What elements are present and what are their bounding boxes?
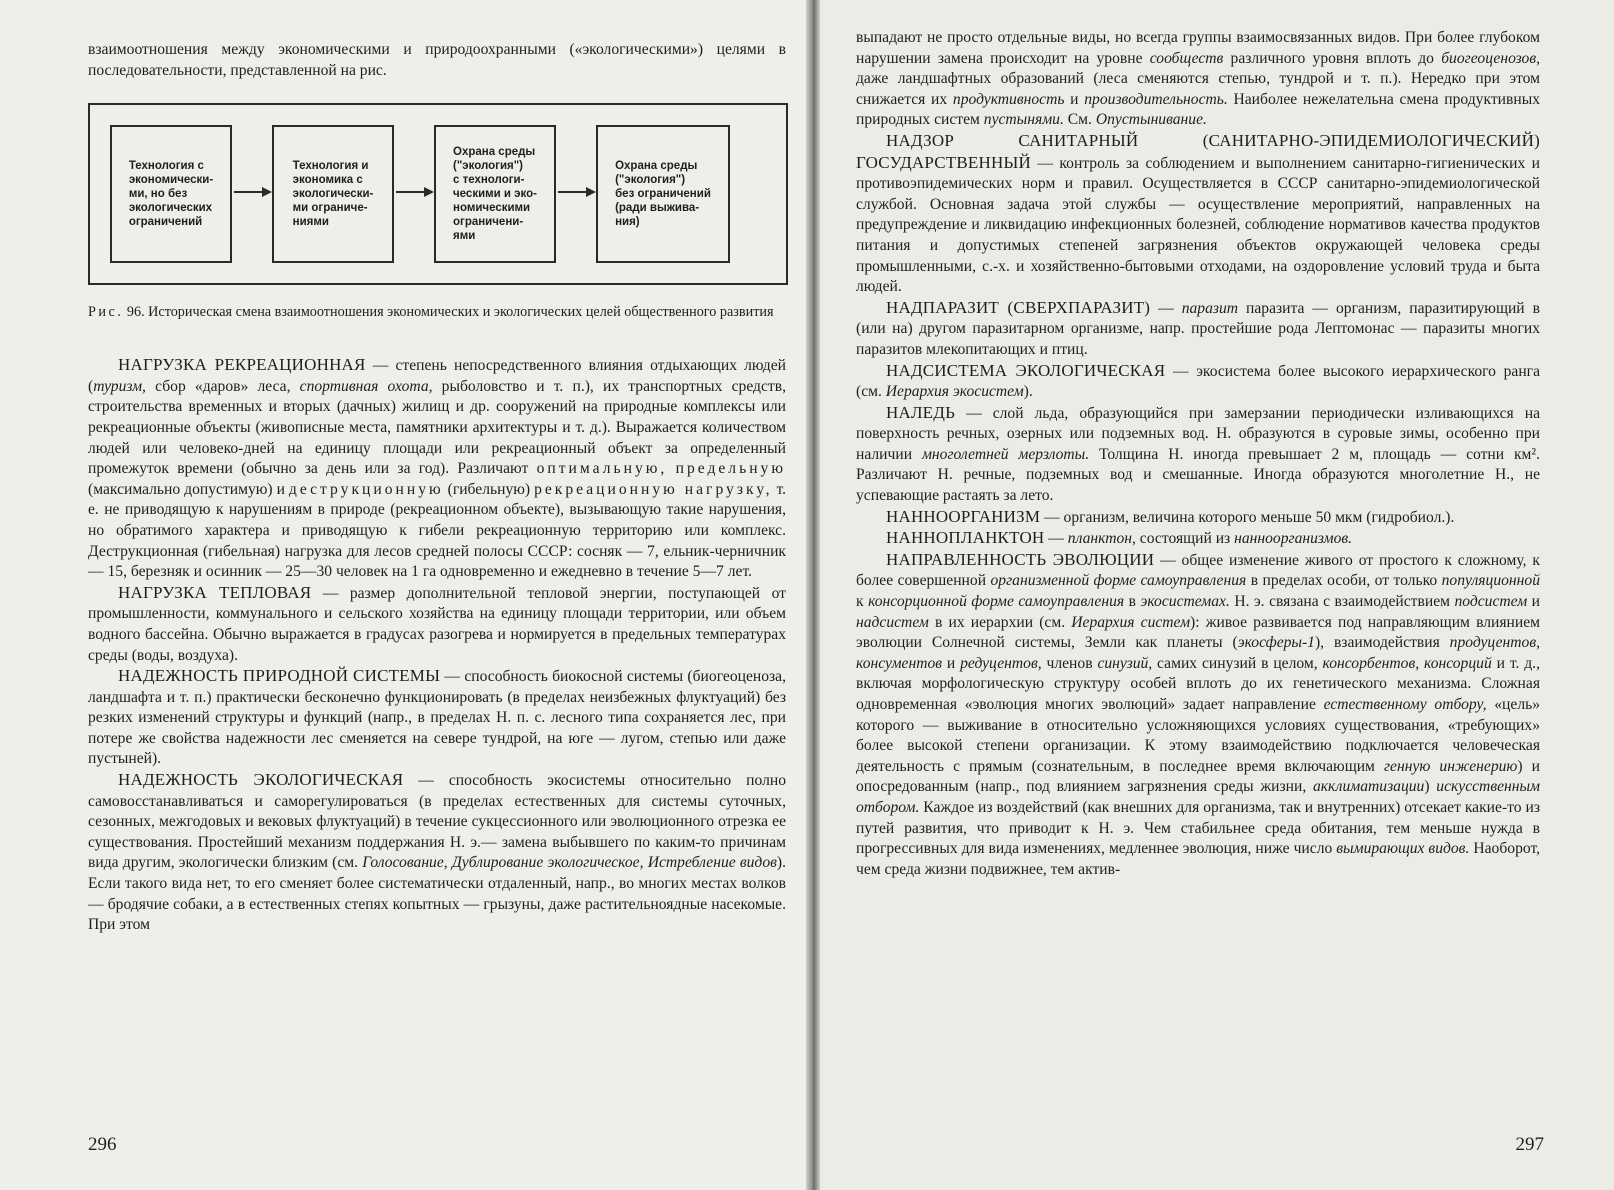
page-number-right: 297 bbox=[1515, 1134, 1544, 1155]
entry-ecological-supersystem: НАДСИСТЕМА ЭКОЛОГИЧЕСКАЯ — экосистема более высокого иерархического ранга (см. Иерархия экосистем). bbox=[856, 360, 1540, 401]
figure-caption bbox=[88, 303, 786, 321]
entry-hyperparasite: НАДПАРАЗИТ (СВЕРХПАРАЗИТ) — паразит паразита — организм, паразитирующий в (или на) другом паразитарном организме, напр. простейшие рода Лептомонас — паразиты многих паразитов млекопитающих и птиц. bbox=[856, 297, 1540, 358]
diagram-box-3: Охрана среды ("экология") с технологи- ческими и эко- номическими ограничени- ями bbox=[434, 125, 556, 263]
arrow-right-icon bbox=[234, 185, 272, 199]
entry-naled: НАЛЕДЬ — слой льда, образующийся при замерзании периодически изливающихся на поверхность речных, озерных или подземных вод. Н. образуются в суровые зимы, особенно при наличии многолетней мерзлоты. Толщина Н. иногда превышает 2 м, площадь — сотни км². Различают Н. речные, подземных вод и смешанные. Иногда образуются многолетние Н., не успевающие растаять за лето. bbox=[856, 402, 1540, 505]
arrow-right-icon bbox=[396, 185, 434, 199]
figure-96-diagram bbox=[88, 103, 788, 285]
entry-term: НАГРУЗКА РЕКРЕАЦИОННАЯ bbox=[118, 355, 366, 375]
caption-label: Рис. bbox=[88, 304, 124, 321]
entry-term: НАННООРГАНИЗМ bbox=[886, 506, 1041, 526]
left-page bbox=[0, 0, 806, 1190]
entry-sanitary-supervision: НАДЗОР САНИТАРНЫЙ (САНИТАРНО-ЭПИДЕМИОЛОГИЧЕСКИЙ) ГОСУДАРСТВЕННЫЙ — контроль за соблюдением и выполнением санитарно-гигиенических и противоэпидемических норм и правил. Осуществляется в СССР санитарно-эпидемиологической службой. Основная задача этой службы — осуществление мероприятий, направленных на предупреждение и ликвидацию инфекционных болезней, соблюдение нормативов качества продуктов питания и допустимых степеней загрязнения объектов окружающей человека среды промышленными, с.-х. и хозяйственно-бытовыми отходами, на оздоровление условий труда и быта людей. bbox=[856, 130, 1540, 296]
entry-term: НАПРАВЛЕННОСТЬ ЭВОЛЮЦИИ bbox=[886, 549, 1155, 569]
right-page bbox=[806, 0, 1614, 1190]
diagram-box-1: Технология с экономически- ми, но без экологических ограничений bbox=[110, 125, 232, 263]
entry-term: НАДЗОР САНИТАРНЫЙ (САНИТАРНО-ЭПИДЕМИОЛОГИЧЕСКИЙ) ГОСУДАРСТВЕННЫЙ bbox=[856, 130, 1540, 172]
intro-text: взаимоотношения между экономическими и природоохранными («экологическими») целями в последовательности, представленной на рис. bbox=[88, 41, 786, 79]
entry-term: НАДСИСТЕМА ЭКОЛОГИЧЕСКАЯ bbox=[886, 360, 1166, 380]
entry-thermal-load: НАГРУЗКА ТЕПЛОВАЯ — размер дополнительной тепловой энергии, поступающей от промышленности, коммунального и сельского хозяйства на единицу площади территории, или объем водного бассейна. Обычно выражается в градусах разогрева и нормируется в предельных температурах среды (воды, воздуха). bbox=[88, 582, 786, 664]
entry-recreation-load: НАГРУЗКА РЕКРЕАЦИОННАЯ — степень непосредственного влияния отдыхающих людей (туризм, сбор «даров» леса, спортивная охота, рыболовство и т. п.), их транспортных средств, строительства временных и вторых (дачных) жилищ и др. сооружений на природные комплексы или рекреационные объекты (живописные места, памятники архитектуры и т. д.). Выражается количеством людей или человеко-дней на единицу площади или рекреационный объект за определенный промежуток времени (обычно за день или за год). Различают оптимальную, предельную (максимально допустимую) и деструкционную (гибельную) рекреационную нагрузку, т. е. не приводящую к нарушениям в природе (рекреационном объекте), вызывающую такие нарушения, но обратимого характера и приводящую к гибели рекреационную территорию или комплекс. Деструкционная (гибельная) нагрузка для лесов средней полосы СССР: сосняк — 7, ельник-черничник — 15, березняк и осинник — 25—30 человек на 1 га одновременно и ежедневно в течение 5—7 лет. bbox=[88, 355, 786, 581]
entry-term: НАННОПЛАНКТОН bbox=[886, 528, 1045, 548]
arrow-right-icon bbox=[558, 185, 596, 199]
entry-evolution-direction: НАПРАВЛЕННОСТЬ ЭВОЛЮЦИИ — общее изменение живого от простого к сложному, к более совершенной организменной форме самоуправления в пределах особи, от только популяционной к консорционной форме самоуправления в экосистемах. Н. э. связана с взаимодействием подсистем и надсистем в их иерархии (см. Иерархия систем): живое развивается под направляющим влиянием эволюции Солнечной системы, Земли как планеты (экосферы-1), взаимодействия продуцентов, консументов и редуцентов, членов синузий, самих синузий в целом, консорбентов, консорций и т. д., включая морфологическую структуру особей вплоть до их генетического механизма. Сложная одновременная «эволюция многих эволюций» задает направление естественному отбору, «цель» которого — выживание в относительно усложняющихся условиях существования, «требующих» более высокой степени организации. К этому взаимодействию подключается человеческая деятельность с прямым (сознательным, в последнее время включающим генную инженерию) и опосредованным (напр., под влиянием загрязнения среды жизни, акклиматизации) искусственным отбором. Каждое из воздействий (как внешних для организма, так и внутренних) отсекает какие-то из путей развития, что приводит к Н. э. Чем стабильнее среда обитания, тем меньше нужда в прогрессивных для вида изменениях, медленнее эволюция, ниже число вымирающих видов. Наоборот, чем среда жизни подвижнее, тем актив- bbox=[856, 549, 1541, 878]
entry-term: НАГРУЗКА ТЕПЛОВАЯ bbox=[118, 582, 312, 602]
entry-ecological-reliability: НАДЕЖНОСТЬ ЭКОЛОГИЧЕСКАЯ — способность экосистемы относительно полно самовосстанавливаться и саморегулироваться (в пределах естественных для системы суточных, сезонных, межгодовых и вековых флуктуаций) в течение сукцессионного или эволюционного отрезка ее существования. Простейший механизм поддержания Н. э.— замена выбывшего по каким-то причинам вида другим, экологически близким (см. Голосование, Дублирование экологическое, Истребление видов). Если такого вида нет, то его сменяет более систематически отдаленный, напр., во многих местах волков — бродячие собаки, а в естественных степях копытных — грызуны, даже растительноядные насекомые. При этом bbox=[88, 770, 786, 934]
entry-natural-system-reliability: НАДЕЖНОСТЬ ПРИРОДНОЙ СИСТЕМЫ — способность биокосной системы (биогеоценоза, ландшафта и т. п.) практически бесконечно функционировать (в пределах неизбежных флуктуаций) без резких изменений структуры и функций (напр., в пределах Н. п. с. лесного типа сохраняется лес, при потере же свойства надежности лес сменяется на севере тундрой, на юге — лугом, степью или даже пустыней). bbox=[88, 666, 786, 768]
caption-text: 96. Историческая смена взаимоотношения экономических и экологических целей общественного развития bbox=[126, 304, 774, 321]
page-number-left: 296 bbox=[88, 1134, 117, 1155]
book-gutter bbox=[806, 0, 820, 1190]
entry-term: НАЛЕДЬ bbox=[886, 402, 956, 422]
entry-term: НАДЕЖНОСТЬ ЭКОЛОГИЧЕСКАЯ bbox=[118, 770, 404, 790]
entry-nannoorganism: НАННООРГАНИЗМ — организм, величина которого меньше 50 мкм (гидробиол.). bbox=[886, 506, 1455, 526]
entry-nannoplankton: НАННОПЛАНКТОН — планктон, состоящий из наннoорганизмов. bbox=[886, 528, 1353, 548]
diagram-box-4: Охрана среды ("экология") без ограничений (ради выжива- ния) bbox=[596, 125, 730, 263]
entry-term: НАДЕЖНОСТЬ ПРИРОДНОЙ СИСТЕМЫ bbox=[118, 666, 441, 686]
diagram-box-2: Технология и экономика с экологически- ми ограниче- ниями bbox=[272, 125, 394, 263]
entry-term: НАДПАРАЗИТ (СВЕРХПАРАЗИТ) bbox=[886, 297, 1151, 317]
continued-text: выпадают не просто отдельные виды, но всегда группы взаимосвязанных видов. При более глубоком нарушении замена происходит на уровне сообществ различного уровня вплоть до биогеоценозов, даже ландшафтных образований (леса сменяются степью, тундрой и т. п.). Нередко при этом снижается их продуктивность и производительность. Наиболее нежелательна смена продуктивных природных систем пустынями. См. Опустынивание. bbox=[856, 29, 1540, 129]
